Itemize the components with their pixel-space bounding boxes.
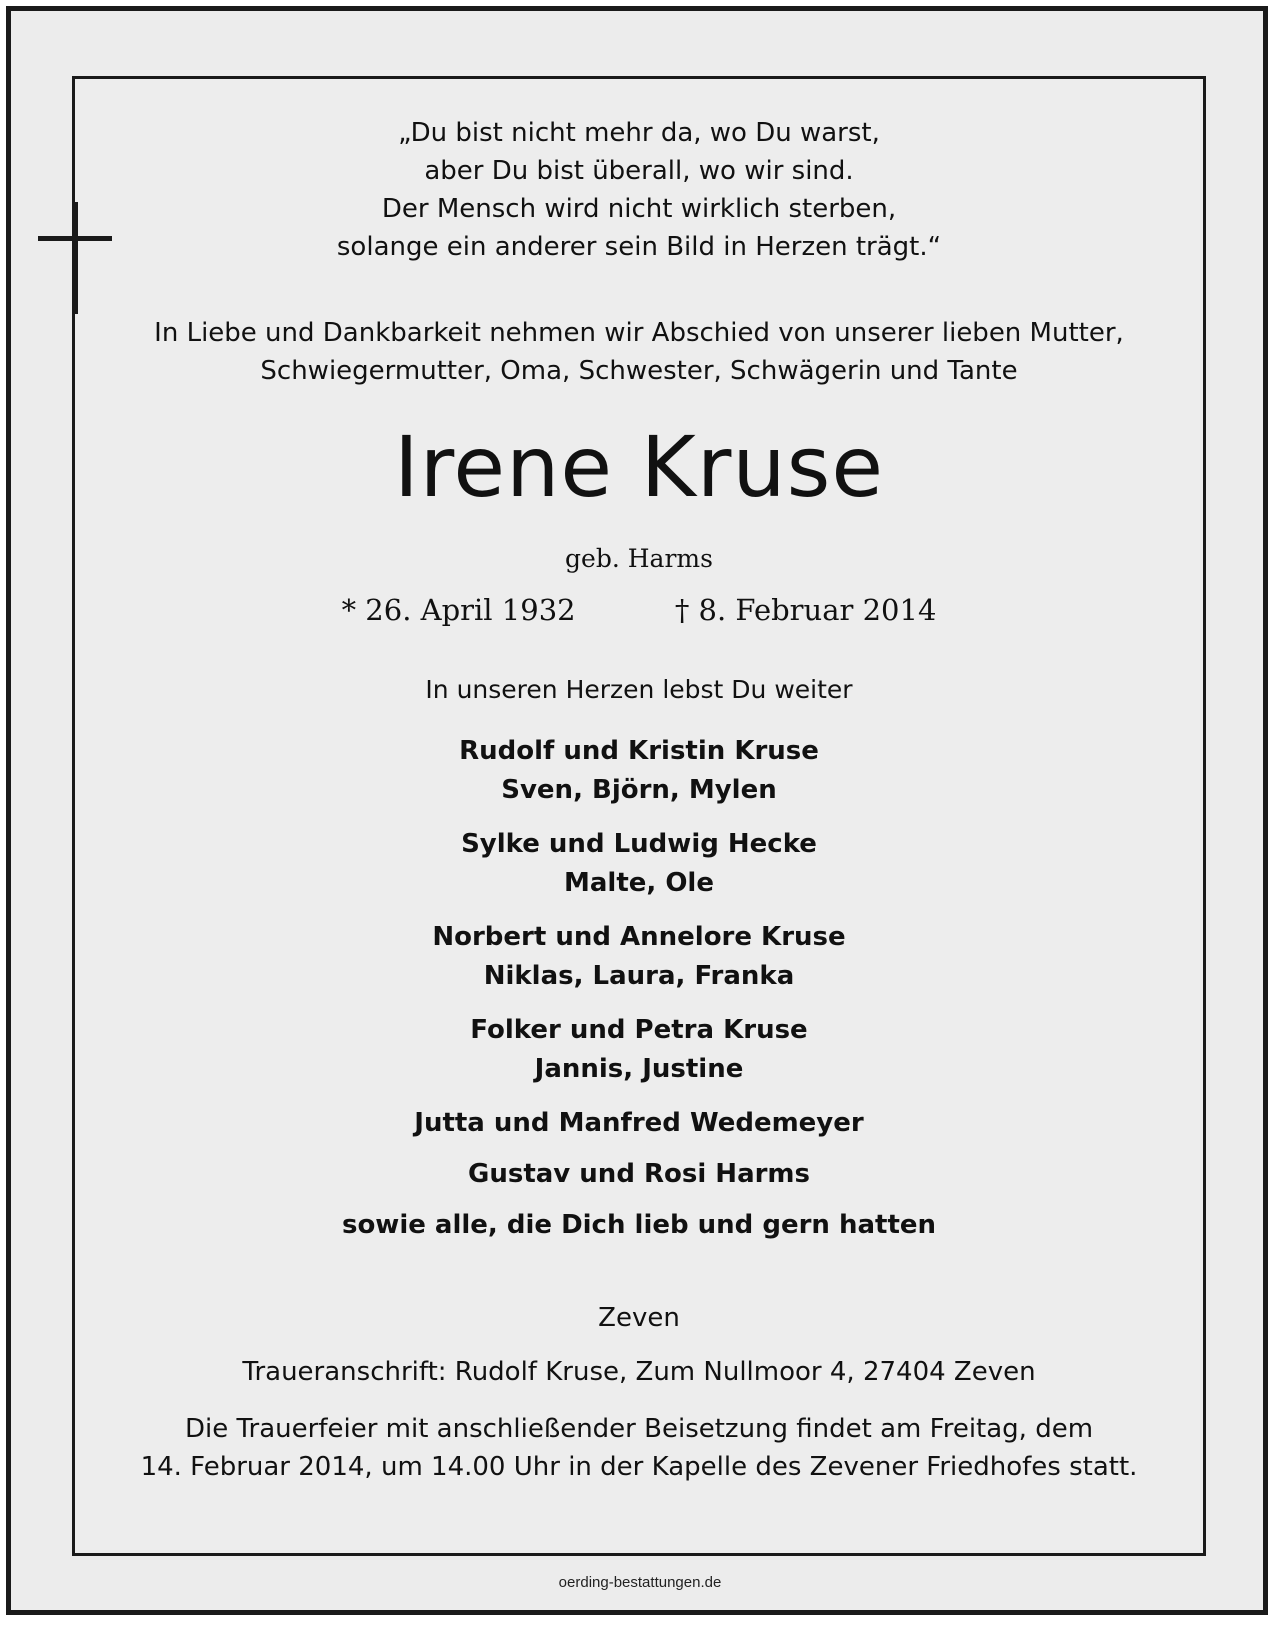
mourners-list — [72, 732, 1206, 1257]
mourner-group — [72, 1206, 1206, 1245]
service-line: Die Trauerfeier mit anschließender Beisetzung findet am Freitag, dem — [184, 1414, 1094, 1444]
mourner-children: Jannis, Justine — [534, 1054, 744, 1084]
quote-line: solange ein anderer sein Bild in Herzen trägt.“ — [336, 232, 942, 262]
mourner-group — [72, 825, 1206, 903]
mourner-children: Malte, Ole — [564, 868, 714, 898]
mourner-group — [72, 1104, 1206, 1143]
mourner-names: Gustav und Rosi Harms — [468, 1159, 810, 1189]
place: Zeven — [598, 1303, 680, 1333]
life-dates — [72, 590, 1206, 630]
intro-line: In Liebe und Dankbarkeit nehmen wir Abschied von unserer lieben Mutter, — [154, 318, 1124, 348]
mourner-group — [72, 732, 1206, 810]
intro-line: Schwiegermutter, Oma, Schwester, Schwägerin und Tante — [260, 356, 1018, 386]
mourner-names: sowie alle, die Dich lieb und gern hatten — [341, 1210, 937, 1240]
quote-line: „Du bist nicht mehr da, wo Du warst, — [398, 118, 880, 148]
service-line: 14. Februar 2014, um 14.00 Uhr in der Kapelle des Zevener Friedhofes statt. — [140, 1452, 1138, 1482]
mourner-group — [72, 918, 1206, 996]
mourning-address: Traueranschrift: Rudolf Kruse, Zum Nullmoor 4, 27404 Zeven — [242, 1357, 1036, 1387]
birth-date: * 26. April 1932 — [341, 593, 576, 627]
mourner-group — [72, 1011, 1206, 1089]
funeral-service-info — [72, 1410, 1206, 1486]
mourner-children: Niklas, Laura, Franka — [483, 961, 795, 991]
mourner-group — [72, 1155, 1206, 1194]
motto: In unseren Herzen lebst Du weiter — [425, 675, 853, 704]
footer-source: oerding-bestattungen.de — [558, 1574, 722, 1591]
deceased-name: Irene Kruse — [393, 418, 885, 516]
maiden-name: geb. Harms — [565, 544, 713, 573]
mourner-names: Jutta und Manfred Wedemeyer — [414, 1108, 864, 1138]
death-date: † 8. Februar 2014 — [674, 593, 937, 627]
mourner-children: Sven, Björn, Mylen — [501, 775, 777, 805]
mourner-names: Norbert und Annelore Kruse — [432, 922, 846, 952]
quote-line: aber Du bist überall, wo wir sind. — [424, 156, 854, 186]
intro-text — [72, 314, 1206, 390]
mourner-names: Rudolf und Kristin Kruse — [459, 736, 819, 766]
quote — [72, 114, 1206, 266]
mourner-names: Sylke und Ludwig Hecke — [461, 829, 817, 859]
mourner-names: Folker und Petra Kruse — [470, 1015, 808, 1045]
quote-line: Der Mensch wird nicht wirklich sterben, — [381, 194, 897, 224]
